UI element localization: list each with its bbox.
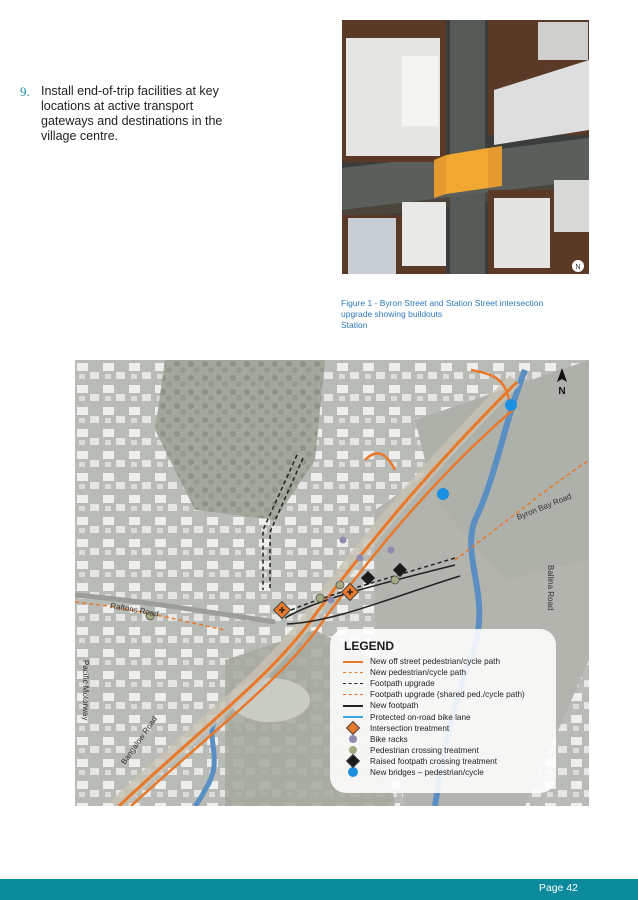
caption-line: upgrade showing buildouts [341, 309, 443, 319]
legend-label: New pedestrian/cycle path [370, 668, 467, 678]
bike-rack-icon [349, 735, 357, 743]
legend-label: Protected on-road bike lane [370, 712, 471, 722]
legend-label: Intersection treatment [370, 723, 450, 733]
legend-row [342, 711, 552, 722]
list-item-number: 9. [20, 84, 30, 99]
intersection-treatment-icon [346, 721, 360, 735]
map-legend [330, 629, 556, 793]
legend-row [342, 734, 552, 745]
line-blue-solid-icon [343, 716, 363, 718]
legend-row [342, 656, 552, 667]
map-north-label: N [558, 386, 566, 397]
intersection-aerial-photo [342, 20, 589, 274]
road-label-byron-bay: Byron Bay Road [515, 491, 573, 522]
legend-title: LEGEND [344, 639, 395, 653]
road-label-raftons: Raftons Road [109, 601, 160, 619]
road-label-ballina: Ballina Road [546, 565, 555, 611]
legend-label: Pedestrian crossing treatment [370, 745, 479, 755]
caption-line: Figure 1 - Byron Street and Station Street intersection [341, 298, 544, 308]
line-orange-solid-icon [343, 661, 363, 663]
list-item [20, 84, 230, 144]
legend-label: New footpath [370, 701, 419, 711]
legend-label: Raised footpath crossing treatment [370, 756, 497, 766]
line-black-solid-icon [343, 705, 363, 707]
road-label-pacific: Pacific Motorway [81, 660, 90, 721]
raised-crossing-icon [346, 754, 360, 768]
line-orange-dashed-icon [343, 694, 363, 695]
line-orange-dashed-icon [343, 672, 363, 673]
legend-row [342, 767, 552, 778]
legend-row [342, 723, 552, 734]
caption-line: Station [341, 320, 368, 330]
line-black-dashed-icon [343, 683, 363, 684]
road-label-bangalow: Bangalow Road [119, 714, 160, 767]
legend-row [342, 700, 552, 711]
figure-caption [341, 298, 581, 331]
legend-label: New bridges – pedestrian/cycle [370, 767, 484, 777]
legend-row [342, 689, 552, 700]
legend-label: New off street pedestrian/cycle path [370, 657, 501, 667]
bridge-icon [348, 767, 358, 777]
legend-row [342, 678, 552, 689]
legend-label: Footpath upgrade (shared ped./cycle path) [370, 690, 525, 700]
page-footer [0, 879, 638, 900]
legend-row [342, 745, 552, 756]
legend-row [342, 667, 552, 678]
list-item-text: Install end-of-trip facilities at key locations at active transport gateways and destinations in the village centre. [41, 84, 223, 143]
legend-row [342, 756, 552, 767]
page-number: Page 42 [538, 882, 578, 894]
legend-label: Footpath upgrade [370, 679, 435, 689]
legend-label: Bike racks [370, 734, 408, 744]
aerial-north-label: N [575, 264, 581, 271]
